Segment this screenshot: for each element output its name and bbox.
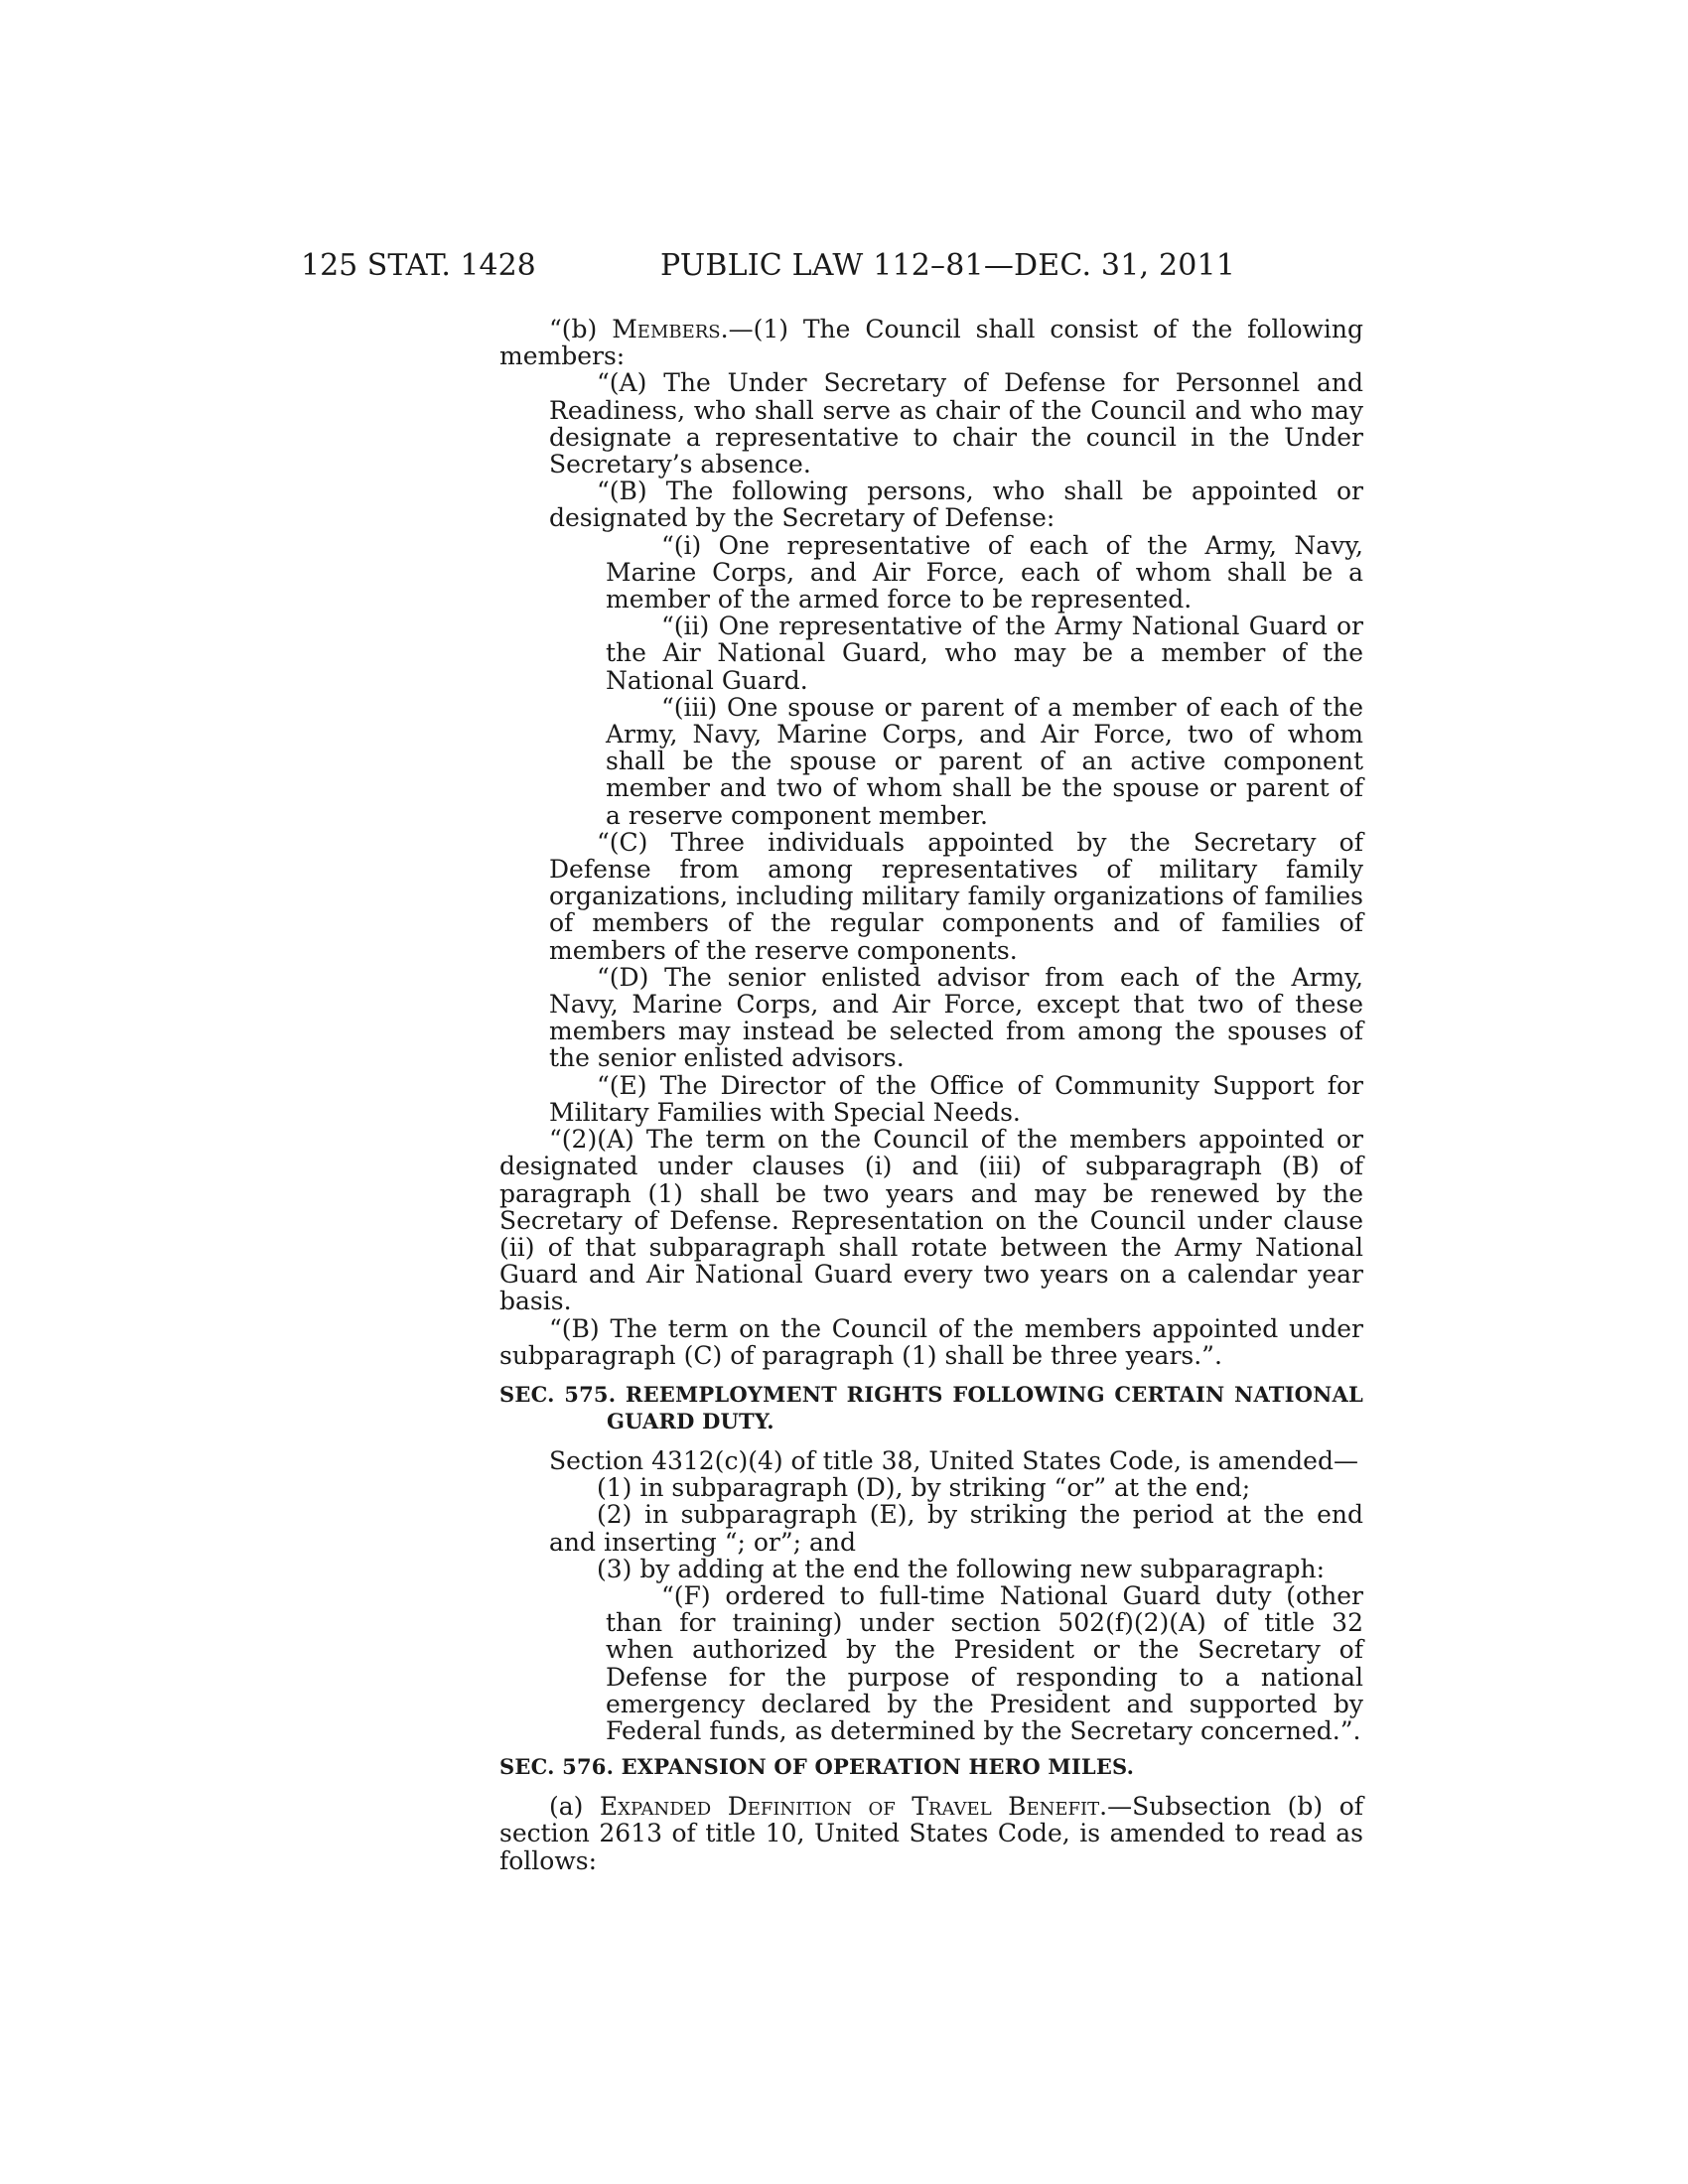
clause-b-iii: “(iii) One spouse or parent of a member of each of the Army, Navy, Marine Corps, and Air Force, two of whom shall be the spouse or parent of an active component member and two of whom shall be the spouse or parent of a reserve component member. xyxy=(606,692,1363,830)
subparagraph-a: “(A) The Under Secretary of Defense for Personnel and Readiness, who shall serve as chair of the Council and who may designate a representative to chair the council in the Under Secretary’s absence. xyxy=(549,368,1363,479)
section-575-intro: Section 4312(c)(4) of title 38, United States Code, is amended— xyxy=(549,1445,1358,1475)
section-575-item-1: (1) in subparagraph (D), by striking “or” at the end; xyxy=(597,1473,1251,1503)
section-576-a-prefix: (a) xyxy=(549,1792,600,1822)
subsection-b-prefix: “(b) xyxy=(549,315,613,343)
subparagraph-e: “(E) The Director of the Office of Community Support for Military Families with Special Needs. xyxy=(549,1070,1363,1127)
paragraph-2-a: “(2)(A) The term on the Council of the members appointed or designated under clauses (i) and (iii) of subparagraph (B) of paragraph (1) shall be two years and may be renewed by the Secretary of Defense. Representation on the Council under clause (ii) of that subparagraph shall rotate between the Army National Guard and Air National Guard every two years on a calendar year basis. xyxy=(499,1125,1363,1316)
public-law-citation: PUBLIC LAW 112–81—DEC. 31, 2011 xyxy=(660,248,1236,283)
section-576-subsection-a xyxy=(499,1793,1363,1874)
clause-b-ii: “(ii) One representative of the Army National Guard or the Air National Guard, who may be a member of the National Guard. xyxy=(606,612,1363,695)
subsection-b-text: .—(1) The Council shall consist of the following members: xyxy=(499,315,1363,371)
paragraph-2-b: “(B) The term on the Council of the members appointed under subparagraph (C) of paragraph (1) shall be three years.”. xyxy=(499,1313,1363,1370)
statute-page-number: 125 STAT. 1428 xyxy=(301,248,536,283)
subparagraph-d: “(D) The senior enlisted advisor from each of the Army, Navy, Marine Corps, and Air Force, except that two of these members may instead be selected from among the spouses of the senior enlisted advisors. xyxy=(549,962,1363,1073)
section-575-heading: SEC. 575. REEMPLOYMENT RIGHTS FOLLOWING CERTAIN NATIONAL GUARD DUTY. xyxy=(499,1381,1363,1433)
section-576-heading: SEC. 576. EXPANSION OF OPERATION HERO MILES. xyxy=(499,1754,1135,1780)
subsection-b-members xyxy=(499,316,1363,369)
section-575-subparagraph-f: “(F) ordered to full-time National Guard duty (other than for training) under section 502(f)(2)(A) of title 32 when authorized by the President or the Secretary of Defense for the purpose of responding to a national emergency declared by the President and supported by Federal funds, as determined by the Secretary concerned.”. xyxy=(606,1580,1363,1745)
running-header xyxy=(301,246,1363,286)
section-575-item-3: (3) by adding at the end the following new subparagraph: xyxy=(597,1554,1326,1583)
clause-b-i: “(i) One representative of each of the Army, Navy, Marine Corps, and Air Force, each of whom shall be a member of the armed force to be represented. xyxy=(606,530,1363,614)
section-576-a-heading: Expanded Definition of Travel Benefit xyxy=(599,1792,1100,1822)
subparagraph-c: “(C) Three individuals appointed by the Secretary of Defense from among representatives of military family organizations, including military family organizations of families of members of the regular components and of families of members of the reserve components. xyxy=(549,827,1363,965)
section-575-item-2: (2) in subparagraph (E), by striking the period at the end and inserting “; or”; and xyxy=(549,1500,1363,1557)
section-576-a-text: .—Subsection (b) of section 2613 of title 10, United States Code, is amended to read as follows: xyxy=(499,1792,1363,1875)
subsection-b-heading: Members xyxy=(612,315,721,343)
page-body xyxy=(499,316,1363,1874)
subparagraph-b: “(B) The following persons, who shall be appointed or designated by the Secretary of Defense: xyxy=(549,477,1363,533)
